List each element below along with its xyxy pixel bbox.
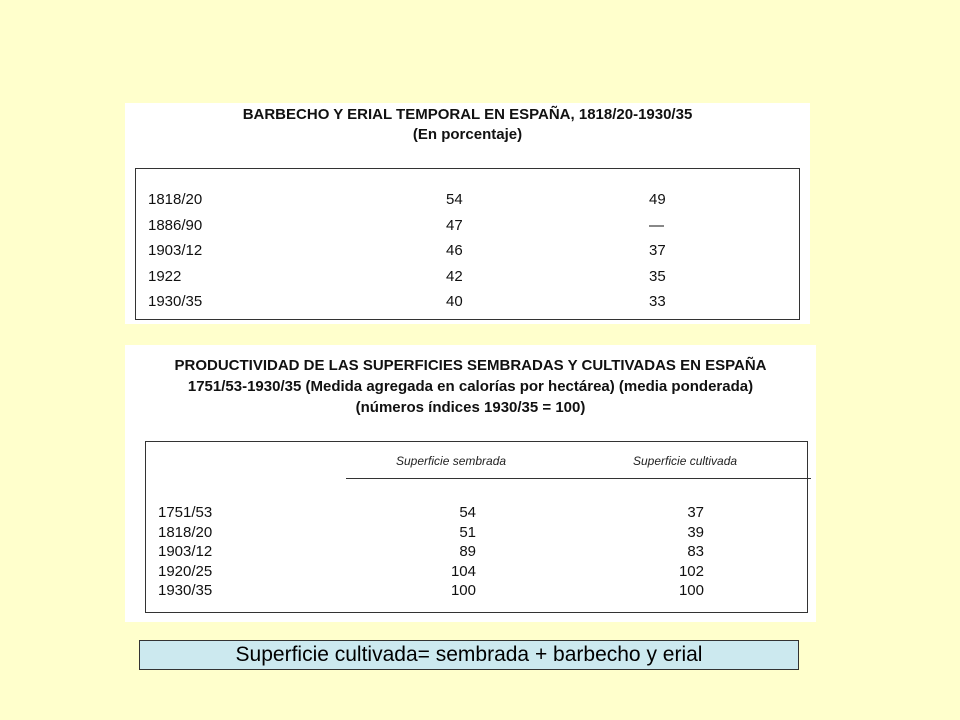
period-cell: 1920/25 [158, 562, 213, 580]
period-cell: 1818/20 [148, 191, 203, 208]
value-cell: 33 [649, 293, 666, 310]
table-row [146, 524, 807, 544]
period-cell: 1903/12 [158, 543, 213, 560]
value-cell: 100 [450, 582, 476, 599]
table-rows [136, 191, 799, 319]
column-header-sembrada: Superficie sembrada [396, 454, 507, 468]
period-cell: 1922 [148, 267, 182, 285]
table-row [146, 543, 807, 563]
value-cell: 100 [678, 582, 704, 599]
table-title-line-1: PRODUCTIVIDAD DE LAS SUPERFICIES SEMBRADAS Y CULTIVADAS EN ESPAÑA [174, 357, 767, 374]
table-row [146, 582, 807, 602]
period-cell: 1751/53 [158, 504, 213, 521]
table-productividad [125, 345, 816, 622]
table-row [146, 563, 807, 583]
value-cell: 42 [446, 267, 463, 285]
value-cell: 35 [649, 267, 666, 285]
value-cell: 39 [687, 523, 704, 541]
table-subtitle: (En porcentaje) [412, 126, 523, 143]
value-cell: 46 [446, 242, 463, 259]
value-cell: 54 [459, 504, 476, 521]
value-cell: 37 [649, 242, 666, 259]
column-header-cultivada: Superficie cultivada [633, 454, 738, 468]
table-row [136, 293, 799, 319]
table-barbecho-erial [125, 103, 810, 324]
value-cell: 83 [687, 543, 704, 560]
table-row [146, 504, 807, 524]
period-cell: 1886/90 [148, 216, 203, 234]
value-cell: 37 [687, 504, 704, 521]
period-cell: 1930/35 [148, 293, 203, 310]
table-title-line-2: 1751/53-1930/35 (Medida agregada en calorías por hectárea) (media ponderada) [187, 378, 754, 395]
value-cell: 49 [649, 191, 666, 208]
period-cell: 1903/12 [148, 242, 203, 259]
definition-note: Superficie cultivada= sembrada + barbecho y erial [139, 640, 799, 670]
header-divider [346, 478, 811, 479]
period-cell: 1930/35 [158, 582, 213, 599]
table-rows [146, 504, 807, 602]
table-title-line-3: (números índices 1930/35 = 100) [355, 399, 586, 416]
table-row [136, 217, 799, 243]
value-cell: 40 [446, 293, 463, 310]
table-row [136, 242, 799, 268]
table-title: BARBECHO Y ERIAL TEMPORAL EN ESPAÑA, 1818/20-1930/35 [242, 106, 693, 123]
table-body [135, 168, 800, 320]
table-row [136, 268, 799, 294]
value-cell: 104 [450, 562, 476, 580]
table-row [136, 191, 799, 217]
table-body [145, 441, 808, 613]
value-cell: 51 [459, 523, 476, 541]
value-cell: 54 [446, 191, 463, 208]
value-cell: 89 [459, 543, 476, 560]
value-cell: 102 [678, 562, 704, 580]
value-cell: — [649, 216, 664, 234]
value-cell: 47 [446, 216, 463, 234]
period-cell: 1818/20 [158, 523, 213, 541]
